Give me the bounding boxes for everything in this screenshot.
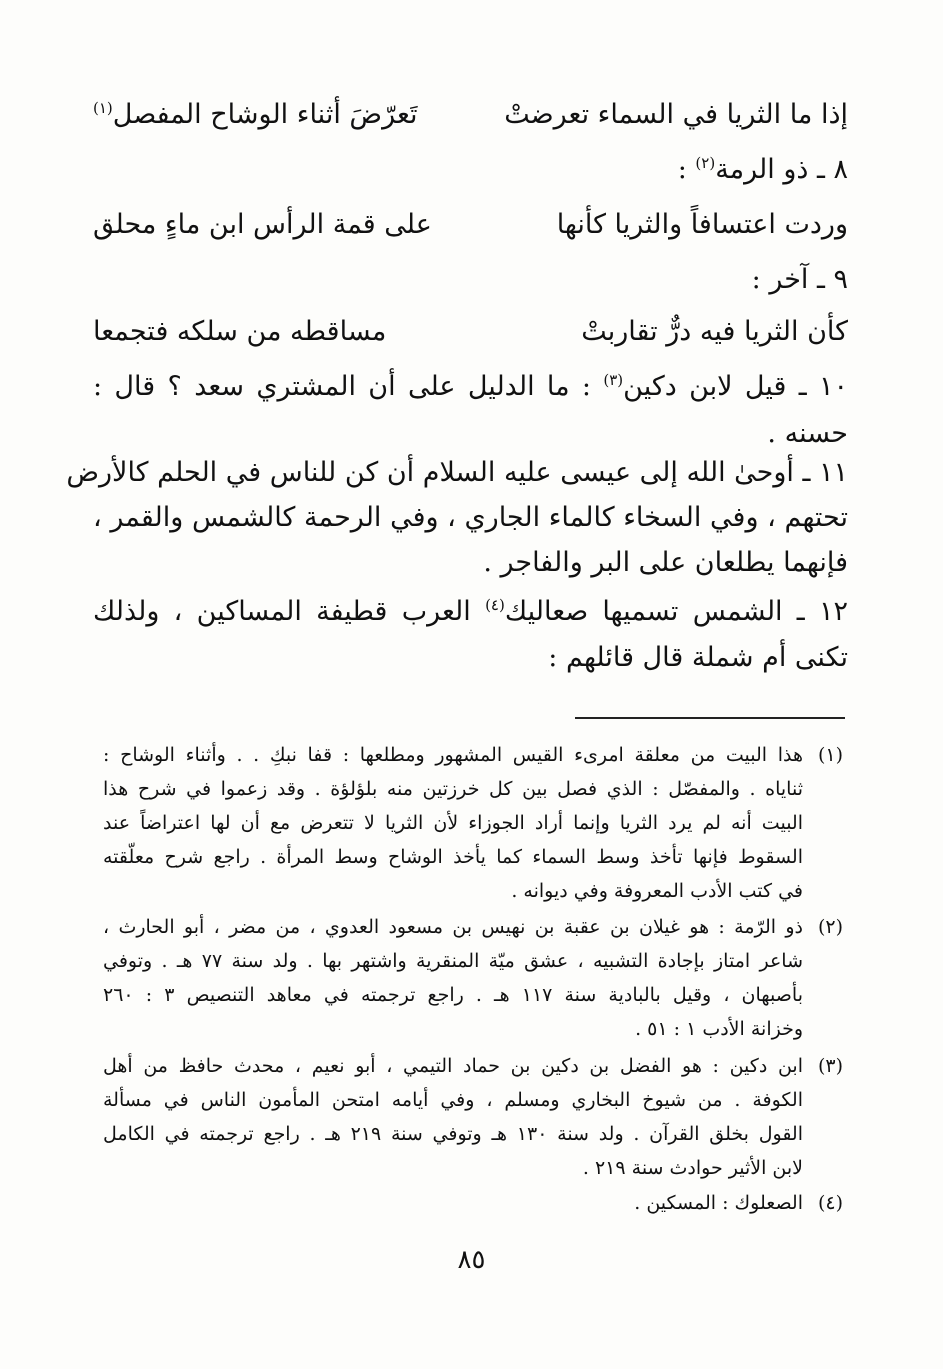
item-8-heading: ٨ ـ ذو الرمة$^{(٢)}$ : <box>677 154 848 185</box>
verse-1 <box>93 93 848 137</box>
verse-2-first-hemistich: وردت اعتسافاً والثريا كأنها <box>556 209 848 240</box>
footnote-separator <box>575 717 845 719</box>
footnote-1-line-4: السقوط فإنها تأخذ وسط السماء كما يأخذ الوشاح وسط المرأة . راجع شرح معلّقته <box>103 846 803 868</box>
item-9-heading: ٩ ـ آخر : <box>751 264 848 295</box>
footnote-4-line-1: الصعلوك : المسكين . <box>634 1192 803 1214</box>
verse-2-second-hemistich: على قمة الرأس ابن ماءٍ محلق <box>93 209 432 240</box>
verse-2 <box>93 203 848 247</box>
footnote-3-number: (٣) <box>817 1055 843 1077</box>
item-10-line-1: ١٠ ـ قيل لابن دكين$^{(٣)}$ : ما الدليل على أن المشتري سعد ؟ قال : <box>93 371 848 402</box>
verse-3-second-hemistich: مساقطه من سلكه فتجمعا <box>93 316 387 347</box>
item-11-line-1: ١١ ـ أوحىٰ الله إلى عيسى عليه السلام أن كن للناس في الحلم كالأرض <box>66 457 848 488</box>
item-11-line-2: تحتهم ، وفي السخاء كالماء الجاري ، وفي الرحمة كالشمس والقمر ، <box>93 502 848 533</box>
footnote-2-line-1: ذو الرّمة : هو غيلان بن عقبة بن نهيس بن مسعود العدوي ، من مضر ، أبو الحارث ، <box>103 916 803 938</box>
footnote-2-line-3: بأصبهان ، وقيل بالبادية سنة ١١٧ هـ . راجع ترجمته في معاهد التنصيص ٣ : ٢٦٠ <box>103 984 804 1006</box>
page-number: ٨٥ <box>457 1245 486 1275</box>
footnote-ref-3[interactable]: (٣) <box>603 371 624 389</box>
verse-1-second-hemistich: تَعرّضَ أثناء الوشاح المفصل$^{(١)}$ <box>93 99 418 130</box>
footnote-2-line-2: شاعر امتاز بإجادة التشبيه ، عشق ميّة المنقرية واشتهر بها . ولد سنة ٧٧ هـ . وتوفي <box>103 950 803 972</box>
footnote-1-line-5: في كتب الأدب المعروفة وفي ديوانه . <box>511 880 803 902</box>
item-12-line-2: تكنى أم شملة قال قائلهم : <box>548 642 848 673</box>
footnote-3-line-2: الكوفة . من شيوخ البخاري ومسلم ، وفي أيامه امتحن المأمون الناس في مسألة <box>103 1089 803 1111</box>
item-12-line-1: ١٢ ـ الشمس تسميها صعاليك$^{(٤)}$ العرب قطيفة المساكين ، ولذلك <box>93 596 848 627</box>
item-11-line-3: فإنهما يطلعان على البر والفاجر . <box>483 547 848 578</box>
verse-1-first-hemistich: إذا ما الثريا في السماء تعرضتْ <box>504 99 848 130</box>
footnote-3-line-4: لابن الأثير حوادث سنة ٢١٩ . <box>582 1157 803 1179</box>
footnote-2-line-4: وخزانة الأدب ١ : ٥١ . <box>635 1018 803 1040</box>
item-10-line-2: حسنه . <box>767 418 848 449</box>
verse-3 <box>93 310 848 354</box>
footnote-1-line-2: ثناياه . والمفصّل : الذي فصل بين كل خرزتين منه بلؤلؤة . وقد زعموا في شرح هذا <box>103 778 803 800</box>
footnote-ref-4[interactable]: (٤) <box>485 596 505 614</box>
footnote-3-line-1: ابن دكين : هو الفضل بن دكين بن حماد التيمي ، أبو نعيم ، محدث حافظ من أهل <box>103 1055 803 1077</box>
footnote-4-number: (٤) <box>817 1192 843 1214</box>
verse-3-first-hemistich: كأن الثريا فيه درٌّ تقاربتْ <box>581 316 848 347</box>
footnote-1-line-3: البيت أنه لم يرد الثريا وإنما أراد الجوزاء لأن الثريا لا تتعرض مع أن لها اعتراضاً عند <box>103 812 803 834</box>
footnote-ref-2[interactable]: (٢) <box>695 154 716 172</box>
footnote-1-number: (١) <box>817 744 843 766</box>
footnote-2-number: (٢) <box>817 916 843 938</box>
footnote-1-line-1: هذا البيت من معلقة امرىء القيس المشهور ومطلعها : قفا نبكِ . . وأثناء الوشاح : <box>103 744 803 766</box>
footnote-ref-1[interactable]: (١) <box>93 99 113 117</box>
footnote-3-line-3: القول بخلق القرآن . ولد سنة ١٣٠ هـ وتوفي سنة ٢١٩ هـ . راجع ترجمته في الكامل <box>103 1123 803 1145</box>
